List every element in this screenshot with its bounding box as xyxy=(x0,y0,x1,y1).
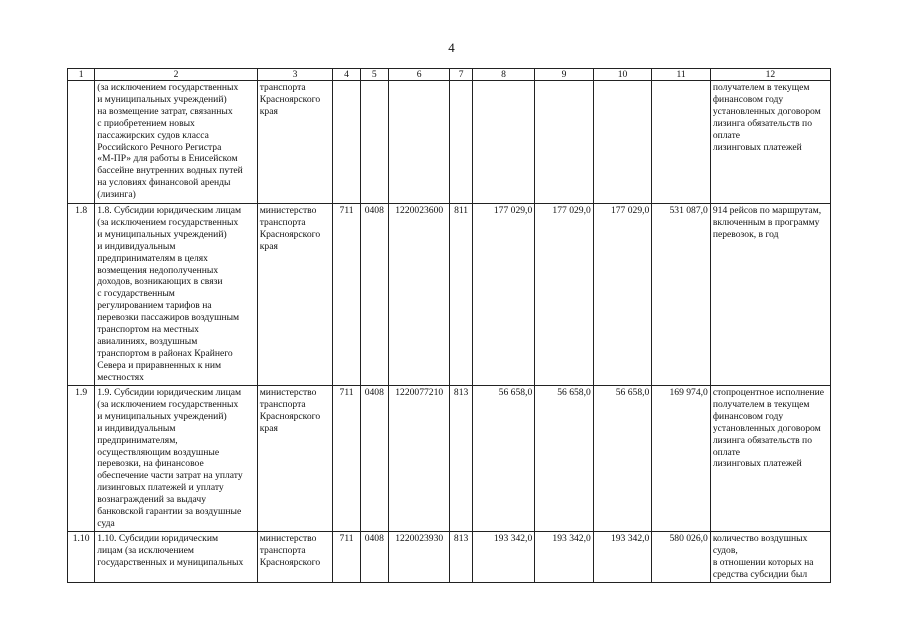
amount-year-2: 193 342,0 xyxy=(535,531,594,582)
col-header-7: 7 xyxy=(450,69,472,81)
row-number: 1.8 xyxy=(68,204,95,386)
expense-type: 813 xyxy=(450,386,472,532)
col-header-11: 11 xyxy=(652,69,711,81)
col-header-3: 3 xyxy=(257,69,333,81)
col-header-4: 4 xyxy=(333,69,360,81)
gpbs-code: 711 xyxy=(333,386,360,532)
expected-result: количество воздушных судов, в отношении которых на средства субсидии был xyxy=(710,531,830,582)
row-number: 1.9 xyxy=(68,386,95,532)
amount-total: 531 087,0 xyxy=(652,204,711,386)
amount-year-3: 56 658,0 xyxy=(593,386,652,532)
amount-year-3: 193 342,0 xyxy=(593,531,652,582)
target-code: 1220023930 xyxy=(388,531,450,582)
amount-year-2 xyxy=(535,81,594,204)
gpbs-code: 711 xyxy=(333,531,360,582)
col-header-9: 9 xyxy=(535,69,594,81)
col-header-10: 10 xyxy=(593,69,652,81)
budget-table xyxy=(67,68,831,583)
gpbs-code xyxy=(333,81,360,204)
amount-year-1 xyxy=(472,81,535,204)
section-code: 0408 xyxy=(360,531,388,582)
amount-year-3: 177 029,0 xyxy=(593,204,652,386)
expense-type: 811 xyxy=(450,204,472,386)
section-code xyxy=(360,81,388,204)
target-code: 1220023600 xyxy=(388,204,450,386)
row-number xyxy=(68,81,95,204)
section-code: 0408 xyxy=(360,386,388,532)
section-code: 0408 xyxy=(360,204,388,386)
gpbs-name: транспорта Красноярского края xyxy=(257,81,333,204)
measure-name: 1.10. Субсидии юридическим лицам (за исключением государственных и муниципальных xyxy=(95,531,257,582)
gpbs-code: 711 xyxy=(333,204,360,386)
expected-result: стопроцентное исполнение получателем в текущем финансовом году установленных договором лизинга обязательств по оплате лизинговых платежей xyxy=(710,386,830,532)
amount-year-1: 177 029,0 xyxy=(472,204,535,386)
col-header-5: 5 xyxy=(360,69,388,81)
measure-name: (за исключением государственных и муниципальных учреждений) на возмещение затрат, связанных с приобретением новых пассажирских судов класса Российского Речного Регистра «М-ПР» для работы в Енисейском бассейне внутренних водных путей на условиях финансовой аренды (лизинга) xyxy=(95,81,257,204)
gpbs-name: министерство транспорта Красноярского xyxy=(257,531,333,582)
gpbs-name: министерство транспорта Красноярского края xyxy=(257,204,333,386)
gpbs-name: министерство транспорта Красноярского края xyxy=(257,386,333,532)
measure-name: 1.9. Субсидии юридическим лицам (за исключением государственных и муниципальных учреждений) и индивидуальным предпринимателям, осуществляющим воздушные перевозки, на финансовое обеспечение части затрат на уплату лизинговых платежей и уплату вознаграждений за выдачу банковской гарантии за воздушные суда xyxy=(95,386,257,532)
col-header-1: 1 xyxy=(68,69,95,81)
header-row xyxy=(68,69,831,81)
amount-total: 169 974,0 xyxy=(652,386,711,532)
amount-year-1: 193 342,0 xyxy=(472,531,535,582)
table-row xyxy=(68,531,831,582)
measure-name: 1.8. Субсидии юридическим лицам (за исключением государственных и муниципальных учреждений) и индивидуальным предпринимателям в целях возмещения недополученных доходов, возникающих в связи с государственным регулированием тарифов на перевозки пассажиров воздушным транспортом на местных авиалиниях, воздушным транспортом в районах Крайнего Севера и приравненных к ним местностях xyxy=(95,204,257,386)
table-row xyxy=(68,386,831,532)
amount-total: 580 026,0 xyxy=(652,531,711,582)
col-header-8: 8 xyxy=(472,69,535,81)
expected-result: получателем в текущем финансовом году установленных договором лизинга обязательств по оплате лизинговых платежей xyxy=(710,81,830,204)
table-row xyxy=(68,81,831,204)
amount-year-2: 177 029,0 xyxy=(535,204,594,386)
amount-year-2: 56 658,0 xyxy=(535,386,594,532)
amount-year-1: 56 658,0 xyxy=(472,386,535,532)
col-header-12: 12 xyxy=(710,69,830,81)
page-number: 4 xyxy=(448,40,455,55)
row-number: 1.10 xyxy=(68,531,95,582)
col-header-6: 6 xyxy=(388,69,450,81)
col-header-2: 2 xyxy=(95,69,257,81)
target-code xyxy=(388,81,450,204)
target-code: 1220077210 xyxy=(388,386,450,532)
amount-year-3 xyxy=(593,81,652,204)
expected-result: 914 рейсов по маршрутам, включенным в программу перевозок, в год xyxy=(710,204,830,386)
amount-total xyxy=(652,81,711,204)
expense-type: 813 xyxy=(450,531,472,582)
table-row xyxy=(68,204,831,386)
expense-type xyxy=(450,81,472,204)
